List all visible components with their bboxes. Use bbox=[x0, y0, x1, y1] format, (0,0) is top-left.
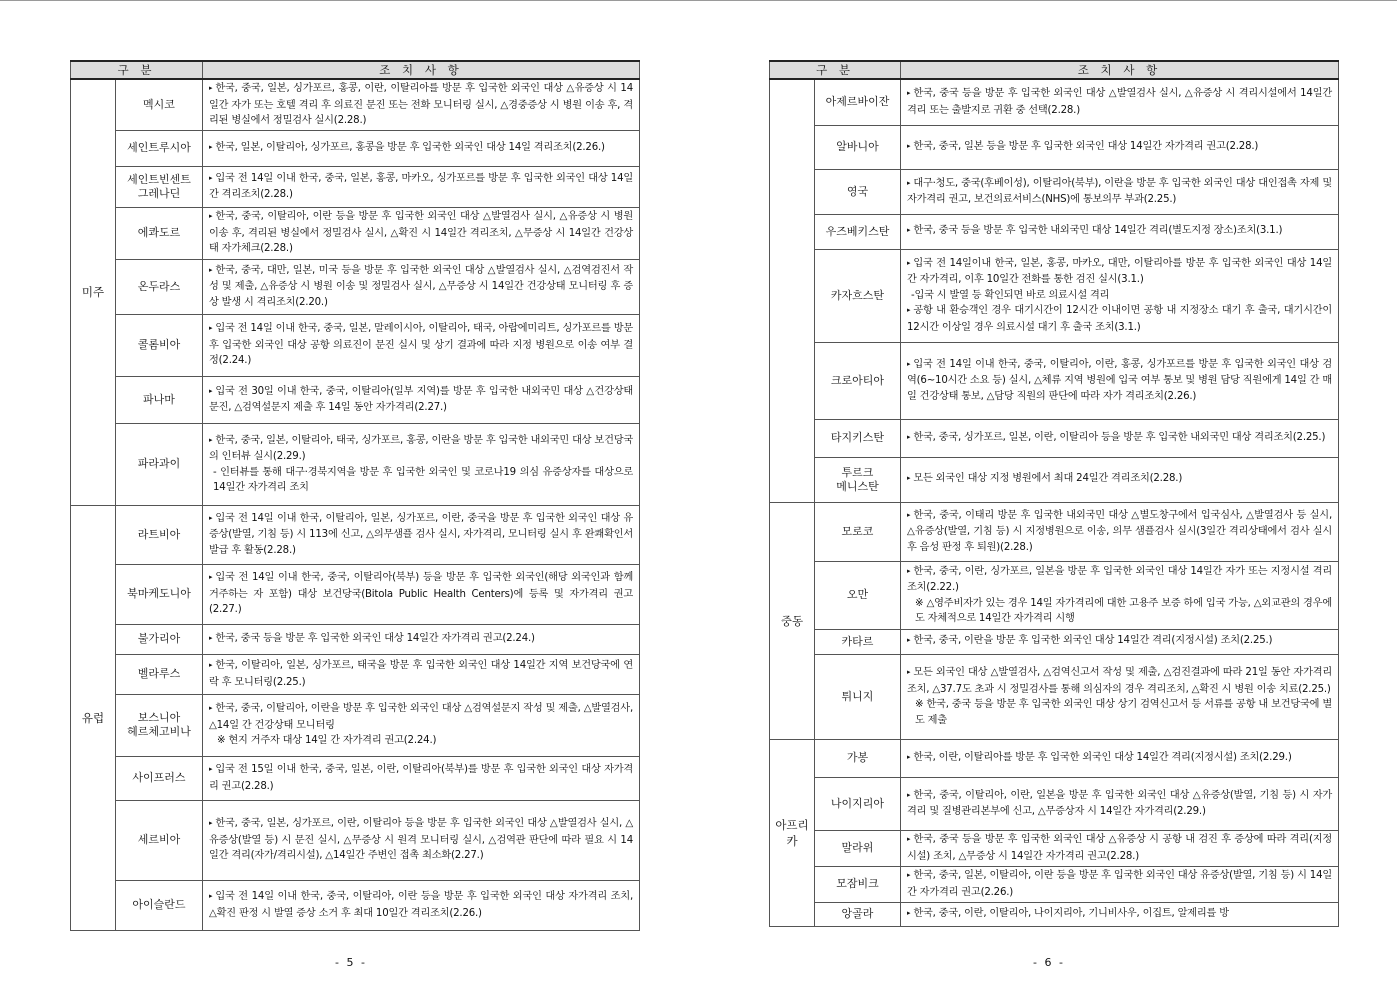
sub-item bbox=[209, 465, 633, 496]
measure-text: 한국, 중국, 일본 등을 방문 후 입국한 외국인 대상 14일간 자가격리 권고(2.28.) bbox=[913, 140, 1259, 152]
table-row bbox=[770, 654, 1339, 739]
bullet-triangle-icon: ▸ bbox=[907, 835, 911, 843]
measure-cell bbox=[901, 502, 1339, 561]
measure-text: 한국, 중국 등을 방문 후 입국한 외국인 대상 14일간 자가격리 권고(2.24.) bbox=[215, 632, 535, 644]
measure-cell bbox=[203, 756, 640, 800]
table-row bbox=[770, 739, 1339, 777]
country-cell: 벨라루스 bbox=[116, 654, 203, 694]
bullet-item bbox=[907, 564, 1332, 596]
bullet-item bbox=[907, 139, 1332, 156]
table-row bbox=[71, 756, 640, 800]
measure-text: 입국 전 14일 이내 한국, 이탈리아, 일본, 싱가포르, 이란, 중국을 방문 후 입국한 외국인 대상 유증상(발열, 기침 등) 시 113에 신고, △의무샘플 검사 실시, 자가격리, 모니터링 실시 후 완쾌확인서 발급 후 활동(2.28.) bbox=[209, 512, 633, 556]
measure-text: 한국, 중국, 이란, 싱가포르, 일본을 방문 후 입국한 외국인 대상 14일간 자가 또는 지정시설 격리조치(2.22.) bbox=[907, 565, 1332, 593]
bullet-item bbox=[907, 430, 1332, 447]
measure-cell bbox=[901, 249, 1339, 342]
bullet-triangle-icon: ▸ bbox=[907, 226, 911, 235]
bullet-triangle-icon: ▸ bbox=[209, 435, 213, 444]
country-cell: 북마케도니아 bbox=[116, 564, 203, 624]
bullet-item bbox=[907, 788, 1332, 820]
bullet-triangle-icon: ▸ bbox=[907, 432, 911, 441]
bullet-triangle-icon: ▸ bbox=[209, 265, 213, 274]
bullet-item bbox=[209, 140, 633, 157]
region-cell: 중동 bbox=[770, 502, 815, 739]
measure-cell bbox=[901, 79, 1339, 125]
measures-table-page-5 bbox=[70, 60, 640, 931]
country-cell: 사이프러스 bbox=[116, 756, 203, 800]
bullet-triangle-icon: ▸ bbox=[209, 573, 213, 582]
measure-text: 입국 전 14일 이내 한국, 중국, 일본, 홍콩, 마카오, 싱가포르를 방문 후 입국한 외국인 대상 14일간 격리조치(2.28.) bbox=[209, 172, 633, 200]
bullet-item bbox=[907, 86, 1332, 118]
bullet-item bbox=[209, 889, 633, 921]
measure-cell bbox=[901, 866, 1339, 902]
table-row bbox=[770, 561, 1339, 629]
bullet-triangle-icon: ▸ bbox=[209, 765, 213, 773]
table-row bbox=[71, 376, 640, 423]
bullet-triangle-icon: ▸ bbox=[907, 258, 911, 267]
table-row bbox=[770, 249, 1339, 342]
measure-text: 모든 외국인 대상 지정 병원에서 최대 24일간 격리조치(2.28.) bbox=[913, 473, 1183, 485]
measure-cell bbox=[901, 739, 1339, 777]
table-row bbox=[71, 79, 640, 130]
bullet-triangle-icon: ▸ bbox=[907, 752, 911, 761]
bullet-item bbox=[907, 223, 1332, 240]
measure-text: 공항 내 환승객인 경우 대기시간이 12시간 이내이면 공항 내 지정장소 대기 후 출국, 대기시간이 12시간 이상일 경우 의료시설 대기 후 출국 조치(3.1.) bbox=[907, 305, 1332, 333]
country-cell: 파라과이 bbox=[116, 423, 203, 505]
measure-cell bbox=[901, 629, 1339, 654]
country-cell: 가봉 bbox=[815, 739, 901, 777]
measure-text: 한국, 중국 등을 방문 후 입국한 외국인 대상 △발열검사 실시, △유증상 시 격리시설에서 14일간 격리 또는 출발지로 귀환 중 선택(2.28.) bbox=[907, 88, 1332, 116]
measure-text: 입국 전 14일이내 한국, 일본, 홍콩, 마카오, 대만, 이탈리아를 방문 후 입국한 외국인 대상 14일간 자가격리, 이후 10일간 전화를 통한 검진 실시(3.1.) bbox=[907, 257, 1332, 286]
measure-text: 한국, 중국, 이탈리아, 이란을 방문 후 입국한 외국인 대상 △검역설문지 작성 및 제출, △발열검사, △14일 간 건강상태 모니터링 bbox=[209, 703, 633, 731]
region-cell: 유럽 bbox=[71, 505, 116, 930]
measure-cell bbox=[203, 880, 640, 930]
bullet-item bbox=[907, 906, 1332, 923]
bullet-triangle-icon: ▸ bbox=[907, 306, 911, 315]
table-row bbox=[71, 654, 640, 694]
bullet-item bbox=[907, 750, 1332, 767]
table-row bbox=[71, 624, 640, 654]
measure-cell bbox=[203, 564, 640, 624]
table-row bbox=[770, 629, 1339, 654]
country-cell: 세인트빈센트 그레나딘 bbox=[116, 166, 203, 207]
country-cell: 파나마 bbox=[116, 376, 203, 423]
bullet-triangle-icon: ▸ bbox=[907, 790, 911, 799]
table-row bbox=[770, 502, 1339, 561]
bullet-triangle-icon: ▸ bbox=[209, 819, 213, 828]
bullet-triangle-icon: ▸ bbox=[907, 89, 911, 98]
country-cell: 투르크 메니스탄 bbox=[815, 457, 901, 502]
measure-text: 한국, 중국, 일본, 이탈리아, 이란 등을 방문 후 입국한 외국인 대상 유증상(발열, 기침 등) 시 14일간 자가격리 권고(2.26.) bbox=[907, 870, 1332, 898]
bullet-triangle-icon: ▸ bbox=[209, 142, 213, 151]
measure-cell bbox=[203, 79, 640, 130]
country-cell: 카자흐스탄 bbox=[815, 249, 901, 342]
bullet-item bbox=[907, 665, 1332, 697]
country-cell: 모잠비크 bbox=[815, 866, 901, 902]
page-6 bbox=[769, 60, 1339, 927]
header-measures: 조 치 사 항 bbox=[901, 61, 1339, 79]
bullet-item bbox=[209, 384, 633, 416]
measure-text: 한국, 중국, 일본, 싱가포르, 홍콩, 이란, 이탈리아를 방문 후 입국한 외국인 대상 △유증상 시 14일간 자가 또는 호텔 격리 후 의료진 문진 또는 전화 모니터링 실시, △경중증상 시 병원 이송 후, 격리된 병실에서 정밀검사 실시(2.28.) bbox=[209, 83, 633, 126]
country-cell: 불가리아 bbox=[116, 624, 203, 654]
bullet-triangle-icon: ▸ bbox=[907, 636, 911, 645]
header-category: 구 분 bbox=[71, 61, 203, 79]
bullet-item bbox=[209, 570, 633, 618]
table-row bbox=[71, 880, 640, 930]
measure-text: 입국 전 30일 이내 한국, 중국, 이탈리아(일부 지역)를 방문 후 입국한 내외국민 대상 △건강상태 문진, △검역설문지 제출 후 14일 동안 자가격리(2.27.) bbox=[209, 385, 633, 413]
table-row bbox=[770, 457, 1339, 502]
measure-text: 입국 전 14일 이내 한국, 중국, 일본, 말레이시아, 이탈리아, 태국, 아랍에미리트, 싱가포르를 방문 후 입국한 외국인 대상 공항 의료진이 문진 실시 및 상기 결과에 따라 지정 병원으로 이송 여부 결정(2.24.) bbox=[209, 323, 633, 367]
header-measures: 조 치 사 항 bbox=[203, 61, 640, 79]
country-cell: 모로코 bbox=[815, 502, 901, 561]
measure-text: 입국 전 14일 이내 한국, 중국, 이탈리아(북부) 등을 방문 후 입국한 외국인(해당 외국인과 함께 거주하는 자 포함) 대상 보건당국(Bitola Public Health Centers)에 등록 및 자가격리 권고(2.27.) bbox=[209, 572, 633, 616]
table-row bbox=[770, 866, 1339, 902]
bullet-item bbox=[209, 701, 633, 733]
top-border-line bbox=[0, 0, 1397, 1]
table-row bbox=[71, 130, 640, 166]
measure-text: 한국, 중국, 이란을 방문 후 입국한 외국인 대상 14일간 격리(지정시설) 조치(2.25.) bbox=[913, 635, 1273, 647]
table-row bbox=[770, 902, 1339, 926]
country-cell: 우즈베키스탄 bbox=[815, 214, 901, 249]
header-category: 구 분 bbox=[770, 61, 901, 79]
table-row bbox=[71, 505, 640, 564]
page-number-6: - 6 - bbox=[1033, 956, 1065, 969]
measure-text: ※ 현지 거주자 대상 14일 간 자가격리 권고(2.24.) bbox=[217, 735, 437, 747]
page-number-5: - 5 - bbox=[335, 956, 367, 969]
measure-cell bbox=[203, 505, 640, 564]
measure-text: 입국 전 14일 이내 한국, 중국, 이탈리아, 이란, 홍콩, 싱가포르를 방문 후 입국한 외국인 대상 검역(6~10시간 소요 등) 실시, △체류 지역 병원에 입국 여부 통보 및 병원 담당 직원에게 14일 간 매일 건강상태 통보, △담당 직원의 판단에 따라 자가 격리조치(2.26.) bbox=[907, 358, 1332, 402]
bullet-triangle-icon: ▸ bbox=[907, 566, 911, 575]
country-cell: 오만 bbox=[815, 561, 901, 629]
bullet-item bbox=[907, 508, 1332, 556]
bullet-item bbox=[907, 357, 1332, 405]
bullet-item bbox=[209, 433, 633, 465]
measure-cell bbox=[901, 125, 1339, 169]
table-row bbox=[71, 800, 640, 880]
measure-cell bbox=[203, 624, 640, 654]
bullet-triangle-icon: ▸ bbox=[907, 359, 911, 368]
table-row bbox=[770, 777, 1339, 830]
bullet-item bbox=[907, 176, 1332, 208]
measure-text: 한국, 중국, 싱가포르, 일본, 이란, 이탈리아 등을 방문 후 입국한 내외국민 대상 격리조치(2.25.) bbox=[913, 431, 1326, 443]
table-row bbox=[71, 207, 640, 259]
bullet-item bbox=[209, 263, 633, 311]
country-cell: 타지키스탄 bbox=[815, 419, 901, 457]
bullet-item bbox=[209, 321, 633, 369]
table-row bbox=[770, 169, 1339, 214]
bullet-triangle-icon: ▸ bbox=[209, 661, 213, 669]
sub-item bbox=[907, 288, 1332, 304]
bullet-triangle-icon: ▸ bbox=[209, 324, 213, 333]
measure-text: 한국, 이란, 이탈리아를 방문 후 입국한 외국인 대상 14일간 격리(지정시설) 조치(2.29.) bbox=[913, 751, 1292, 763]
measure-cell bbox=[901, 830, 1339, 866]
country-cell: 말라위 bbox=[815, 830, 901, 866]
bullet-triangle-icon: ▸ bbox=[907, 474, 911, 483]
bullet-triangle-icon: ▸ bbox=[209, 386, 213, 395]
measure-cell bbox=[901, 902, 1339, 926]
measure-text: ※ 한국, 중국 등을 방문 후 입국한 외국인 대상 상기 검역신고서 등 서류를 공항 내 보건당국에 별도 제출 bbox=[915, 699, 1332, 726]
measure-cell bbox=[901, 457, 1339, 502]
bullet-item bbox=[209, 209, 633, 257]
country-cell: 콜롬비아 bbox=[116, 314, 203, 376]
country-cell: 영국 bbox=[815, 169, 901, 214]
bullet-triangle-icon: ▸ bbox=[907, 908, 911, 917]
measure-cell bbox=[901, 169, 1339, 214]
bullet-item bbox=[907, 471, 1332, 488]
country-cell: 온두라스 bbox=[116, 259, 203, 314]
bullet-item bbox=[209, 81, 633, 129]
note-item bbox=[907, 596, 1332, 627]
measure-text: 입국 전 15일 이내 한국, 중국, 일본, 이란, 이탈리아(북부)를 방문 후 입국한 외국인 대상 자가격리 권고(2.28.) bbox=[209, 764, 633, 792]
bullet-triangle-icon: ▸ bbox=[209, 212, 213, 221]
country-cell: 보스니아 헤르체고비나 bbox=[116, 694, 203, 756]
table-row bbox=[770, 830, 1339, 866]
country-cell: 알바니아 bbox=[815, 125, 901, 169]
bullet-triangle-icon: ▸ bbox=[907, 178, 911, 187]
country-cell: 멕시코 bbox=[116, 79, 203, 130]
region-cell bbox=[770, 79, 815, 502]
measure-cell bbox=[901, 561, 1339, 629]
bullet-triangle-icon: ▸ bbox=[209, 173, 213, 182]
measure-text: 한국, 중국, 대만, 일본, 미국 등을 방문 후 입국한 외국인 대상 △발열검사 실시, △검역검진서 작성 및 제출, △유증상 시 병원 이송 및 정밀검사 실시, △무증상 시 14일간 건강상태 모니터링 후 증상 발생 시 격리조치(2.20.) bbox=[209, 264, 633, 308]
table-row bbox=[770, 214, 1339, 249]
region-cell: 아프리카 bbox=[770, 739, 815, 926]
bullet-triangle-icon: ▸ bbox=[209, 633, 213, 642]
measure-text: 한국, 중국 등을 방문 후 입국한 내외국민 대상 14일간 격리(별도지정 장소)조치(3.1.) bbox=[913, 225, 1283, 237]
bullet-triangle-icon: ▸ bbox=[907, 871, 911, 879]
bullet-item bbox=[907, 832, 1332, 864]
bullet-triangle-icon: ▸ bbox=[907, 668, 911, 676]
note-item bbox=[209, 733, 633, 749]
bullet-item bbox=[209, 658, 633, 690]
measure-text: 대구‧청도, 중국(후베이성), 이탈리아(북부), 이란을 방문 후 입국한 외국인 대상 대인접촉 자제 및 자가격리 권고, 보건의료서비스(NHS)에 통보의무 부과(2.25.) bbox=[907, 177, 1332, 205]
measure-cell bbox=[203, 130, 640, 166]
measure-cell bbox=[203, 207, 640, 259]
table-header-row bbox=[71, 61, 640, 79]
bullet-triangle-icon: ▸ bbox=[209, 513, 213, 522]
bullet-item bbox=[209, 631, 633, 648]
bullet-triangle-icon: ▸ bbox=[907, 510, 911, 519]
bullet-item bbox=[209, 762, 633, 794]
bullet-item bbox=[907, 868, 1332, 900]
country-cell: 아제르바이잔 bbox=[815, 79, 901, 125]
measure-cell bbox=[203, 314, 640, 376]
measure-cell bbox=[203, 423, 640, 505]
country-cell: 에콰도르 bbox=[116, 207, 203, 259]
measure-text: 한국, 중국, 이란, 이탈리아, 나이지리아, 기니비사우, 이집트, 알제리를 방 bbox=[913, 907, 1229, 919]
measure-cell bbox=[901, 777, 1339, 830]
measure-text: 한국, 중국, 일본, 이탈리아, 태국, 싱가포르, 홍콩, 이란을 방문 후 입국한 내외국민 대상 보건당국의 인터뷰 실시(2.29.) bbox=[209, 434, 633, 462]
country-cell: 카타르 bbox=[815, 629, 901, 654]
table-row bbox=[71, 564, 640, 624]
country-cell: 세인트루시아 bbox=[116, 130, 203, 166]
country-cell: 라트비아 bbox=[116, 505, 203, 564]
measure-text: 모든 외국인 대상 △발열검사, △검역신고서 작성 및 제출, △검진결과에 따라 21일 동안 자가격리 조치, △37.7도 초과 시 정밀검사를 통해 의심자의 경우 격리조치, △확진 시 병원 이송 치료(2.25.) bbox=[907, 667, 1332, 695]
bullet-item bbox=[209, 171, 633, 203]
table-row bbox=[71, 694, 640, 756]
bullet-item bbox=[209, 511, 633, 559]
table-row bbox=[770, 125, 1339, 169]
measure-cell bbox=[203, 654, 640, 694]
measure-cell bbox=[203, 800, 640, 880]
country-cell: 나이지리아 bbox=[815, 777, 901, 830]
measure-text: ※ △영주비자가 있는 경우 14일 자가격리에 대한 고용주 보증 하에 입국 가능, △외교관의 경우에도 자체적으로 14일간 자가격리 시행 bbox=[915, 597, 1332, 624]
table-row bbox=[71, 259, 640, 314]
bullet-triangle-icon: ▸ bbox=[209, 892, 213, 900]
measures-table-page-6 bbox=[769, 60, 1339, 927]
measure-text: 한국, 중국 등을 방문 후 입국한 외국인 대상 △유증상 시 공항 내 검진 후 증상에 따라 격리(지정시설) 조치, △무증상 시 14일간 자가격리 권고(2.28.) bbox=[907, 834, 1332, 862]
measure-text: -입국 시 발열 등 확인되면 바로 의료시설 격리 bbox=[911, 289, 1110, 301]
table-row bbox=[71, 314, 640, 376]
bullet-item bbox=[209, 816, 633, 864]
measure-cell bbox=[203, 376, 640, 423]
table-row bbox=[71, 166, 640, 207]
measure-cell bbox=[203, 694, 640, 756]
measure-text: 입국 전 14일 이내 한국, 중국, 이탈리아, 이란 등을 방문 후 입국한 외국인 대상 자가격리 조치, △확진 판정 시 발열 증상 소거 후 최대 10일간 격리조치(2.26.) bbox=[209, 891, 633, 919]
table-row bbox=[770, 419, 1339, 457]
measure-text: - 인터뷰를 통해 대구‧경북지역을 방문 후 입국한 외국인 및 코로나19 의심 유증상자를 대상으로 14일간 자가격리 조치 bbox=[213, 466, 633, 493]
measure-text: 한국, 중국, 이태리 방문 후 입국한 내외국민 대상 △별도창구에서 입국심사, △발열검사 등 실시, △유증상(발열, 기침 등) 시 지정병원으로 이송, 의무 샘플검사 실시(3일간 격리상태에서 검사 실시 후 음성 판정 후 퇴원)(2.28.) bbox=[907, 509, 1332, 553]
page-5 bbox=[70, 60, 640, 931]
bullet-triangle-icon: ▸ bbox=[907, 141, 911, 150]
country-cell: 크로아티아 bbox=[815, 342, 901, 419]
region-cell: 미주 bbox=[71, 79, 116, 505]
measure-text: 한국, 중국, 이탈리아, 이란 등을 방문 후 입국한 외국인 대상 △발열검사 실시, △유증상 시 병원 이송 후, 격리된 병실에서 정밀검사 실시, △확진 시 14일간 격리조치, △무증상 시 14일간 건강상태 자가체크(2.28.) bbox=[209, 211, 633, 255]
measure-text: 한국, 일본, 이탈리아, 싱가포르, 홍콩을 방문 후 입국한 외국인 대상 14일 격리조치(2.26.) bbox=[215, 141, 605, 153]
bullet-item bbox=[907, 256, 1332, 288]
country-cell: 세르비아 bbox=[116, 800, 203, 880]
measure-cell bbox=[901, 419, 1339, 457]
country-cell: 앙골라 bbox=[815, 902, 901, 926]
table-row bbox=[770, 79, 1339, 125]
measure-text: 한국, 이탈리아, 일본, 싱가포르, 태국을 방문 후 입국한 외국인 대상 14일간 지역 보건당국에 연락 후 모니터링(2.25.) bbox=[209, 660, 633, 688]
measure-cell bbox=[901, 214, 1339, 249]
measure-cell bbox=[203, 259, 640, 314]
measure-text: 한국, 중국, 일본, 싱가포르, 이란, 이탈리아 등을 방문 후 입국한 외국인 대상 △발열검사 실시, △ 유증상(발열 등) 시 문진 실시, △무증상 시 원격 모니터링 실시, △검역관 판단에 따라 필요 시 14일간 격리(자가/격리시설), △14일간 주변인 접촉 최소화(2.27.) bbox=[209, 818, 633, 862]
measure-cell bbox=[901, 342, 1339, 419]
note-item bbox=[907, 697, 1332, 728]
bullet-triangle-icon: ▸ bbox=[209, 704, 213, 713]
measure-text: 한국, 중국, 이탈리아, 이란, 일본을 방문 후 입국한 외국인 대상 △유증상(발열, 기침 등) 시 자가격리 및 질병관리본부에 신고, △무증상자 시 14일간 자가격리(2.29.) bbox=[907, 789, 1332, 817]
bullet-triangle-icon: ▸ bbox=[209, 84, 213, 92]
measure-cell bbox=[203, 166, 640, 207]
country-cell: 아이슬란드 bbox=[116, 880, 203, 930]
table-row bbox=[71, 423, 640, 505]
table-header-row bbox=[770, 61, 1339, 79]
bullet-item bbox=[907, 303, 1332, 335]
measure-cell bbox=[901, 654, 1339, 739]
country-cell: 튀니지 bbox=[815, 654, 901, 739]
table-row bbox=[770, 342, 1339, 419]
bullet-item bbox=[907, 633, 1332, 650]
